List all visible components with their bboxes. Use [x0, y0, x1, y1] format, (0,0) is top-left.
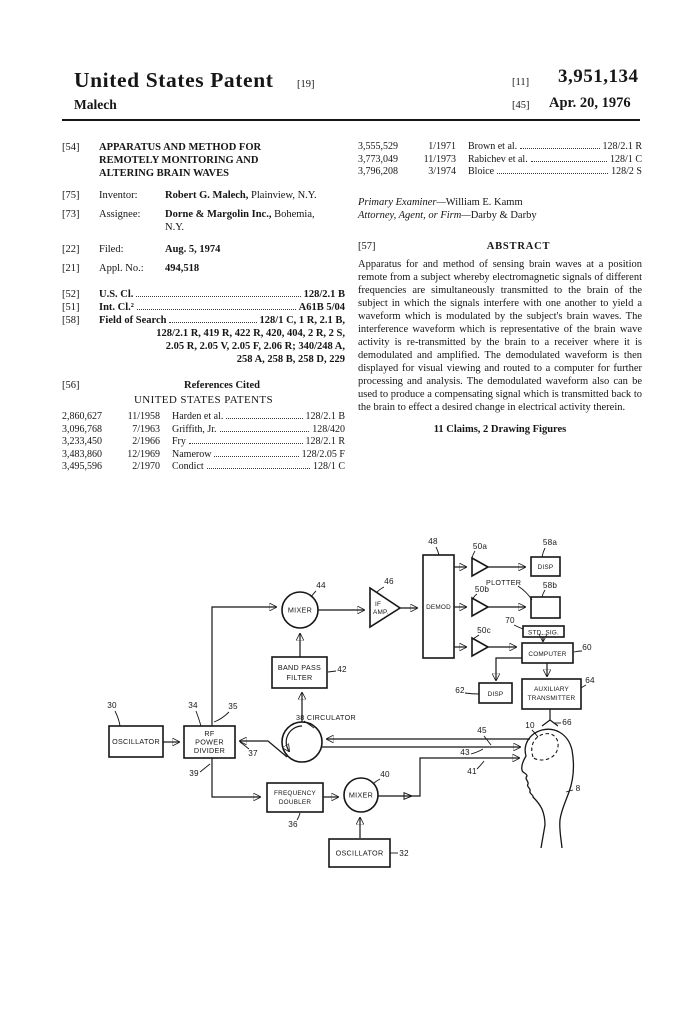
ref-37: 37	[248, 749, 258, 758]
ref-62: 62	[455, 686, 465, 695]
reference-row	[62, 411, 345, 424]
examiner-name: William E. Kamm	[445, 196, 523, 208]
band-pass-filter-block	[272, 657, 347, 688]
reference-row	[358, 154, 642, 167]
ref-number: 3,495,596	[62, 461, 102, 473]
ref-66: 66	[562, 718, 572, 727]
ref-10: 10	[525, 721, 535, 730]
reference-row	[358, 141, 642, 154]
ref-43: 43	[460, 748, 470, 757]
ref-date: 11/1958	[127, 411, 160, 422]
ref-30: 30	[107, 701, 117, 710]
display-58a-label: DISP	[537, 564, 554, 571]
dot-leader	[497, 173, 608, 174]
int-cl-value: A61B 5/04	[298, 302, 345, 313]
oscillator-32-label: OSCILLATOR	[335, 848, 384, 858]
appl-row	[62, 262, 345, 275]
ref-class: 128/2.1 R	[602, 141, 642, 152]
attorney-line	[358, 209, 642, 222]
appl-number: 494,518	[165, 263, 200, 274]
ref-64: 64	[585, 676, 595, 685]
if-amp-label: IF	[375, 601, 382, 608]
field-label: Inventor:	[99, 190, 138, 201]
ref-34: 34	[188, 701, 198, 710]
kind-code: [19]	[297, 79, 315, 90]
references-heading-row	[62, 379, 345, 392]
claims-line: 11 Claims, 2 Drawing Figures	[433, 423, 567, 435]
display-58a-block	[531, 538, 560, 576]
dot-leader	[214, 456, 298, 457]
ref-name: Harden et al.	[172, 411, 224, 422]
dot-leader	[189, 443, 303, 444]
us-cl-label: U.S. Cl.	[99, 289, 134, 300]
oscillator-30-label: OSCILLATOR	[112, 737, 160, 746]
right-column	[358, 141, 642, 436]
patent-date: Apr. 20, 1976	[549, 95, 631, 111]
ref-45: 45	[477, 726, 487, 735]
if-amp-block	[370, 577, 400, 627]
ref-number: 3,096,768	[62, 423, 102, 435]
inventor-name: Robert G. Malech,	[165, 190, 249, 201]
aux-transmitter-label: TRANSMITTER	[527, 695, 576, 702]
circulator-block	[282, 713, 356, 762]
invention-title-line: APPARATUS AND METHOD FOR	[99, 142, 262, 153]
computer-label: COMPUTER	[528, 651, 567, 658]
abstract-heading-row	[358, 240, 642, 253]
ref-41: 41	[467, 767, 477, 776]
if-amp-label: AMP.	[373, 609, 389, 616]
brain-outline	[532, 734, 558, 760]
inventor-city: Plainview, N.Y.	[251, 190, 317, 201]
reference-row	[62, 436, 345, 449]
ref-date: 2/1966	[132, 436, 160, 448]
head-front-outline	[522, 730, 545, 848]
auxiliary-transmitter-block	[522, 676, 595, 727]
mixer-44-block	[282, 581, 326, 628]
patent-number: 3,951,134	[558, 66, 639, 87]
amplifier-50b	[472, 585, 489, 616]
filed-date: Aug. 5, 1974	[165, 244, 221, 255]
ref-number: 3,555,529	[358, 141, 398, 152]
ref-60: 60	[582, 643, 592, 652]
assignee-state: N.Y.	[165, 222, 185, 233]
ref-class: 128/1 C	[313, 461, 345, 473]
inventor-surname: Malech	[74, 97, 117, 112]
us-cl-row	[62, 288, 345, 301]
ref-name: Bloice	[468, 166, 495, 178]
std-sig-label: STD. SIG.	[528, 629, 559, 637]
invention-title-line: REMOTELY MONITORING AND	[99, 155, 259, 166]
references-heading: References Cited	[184, 380, 260, 391]
field-label: Assignee:	[99, 209, 141, 220]
reference-row	[62, 461, 345, 474]
ref-number: 3,233,450	[62, 436, 102, 448]
computer-block	[522, 643, 592, 663]
display-62-block	[455, 683, 512, 703]
bpf-label: FILTER	[286, 673, 313, 682]
dot-leader	[520, 148, 599, 149]
ref-name: Brown et al.	[468, 141, 518, 152]
aux-transmitter-label: AUXILIARY	[533, 686, 570, 693]
fos-label: Field of Search	[99, 315, 167, 326]
circulator-label: 38 CIRCULATOR	[296, 713, 356, 722]
display-62-label: DISP	[487, 691, 504, 698]
mixer-44-label: MIXER	[287, 605, 313, 615]
ref-32: 32	[399, 849, 409, 858]
field-tag: [54]	[62, 142, 80, 153]
divider-label: DIVIDER	[193, 746, 226, 755]
abstract-text: Apparatus for and method of sensing brain waves at a position remote from a subject whereby electromagnetic signals of different frequencies are simultaneously transmitted to the brain of the subject in which the signals interfere with one another to yield a waveform which is modulated by the subject's brain waves. The interference waveform which is representative of the brain wave activity is re-transmitted by the brain to a receiver where it is demodulated and amplified. The demodulated waveform is then displayed for visual viewing and routed to a computer for further processing and analysis. The demodulated waveform also can be used to produce a compensating signal which is transmitted back to the brain to effect a desired change in electrical activity therein.	[358, 258, 642, 413]
plotter-block	[486, 578, 560, 618]
ref-class: 128/2.1 B	[305, 411, 345, 422]
ref-42: 42	[337, 665, 347, 674]
patent-number-tag: [11]	[512, 77, 530, 88]
mixer-40-label: MIXER	[348, 790, 374, 800]
field-tag: [52]	[62, 289, 80, 300]
fos-cont-line: 258 A, 258 B, 258 D, 229	[236, 354, 345, 365]
invention-title-line: ALTERING BRAIN WAVES	[99, 168, 229, 179]
document-title: United States Patent	[74, 68, 274, 92]
attorney-label: Attorney, Agent, or Firm—	[358, 209, 471, 221]
ref-name: Condict	[172, 461, 204, 473]
ref-40: 40	[380, 770, 390, 779]
freq-doubler-label: DOUBLER	[278, 799, 312, 806]
assignee-row	[62, 208, 345, 234]
field-of-search-row	[62, 314, 345, 366]
oscillator-30-block	[107, 701, 163, 757]
ref-name: Rabichev et al.	[468, 153, 528, 165]
ref-50a: 50a	[472, 542, 488, 551]
examiner-label: Primary Examiner—	[358, 196, 446, 208]
reference-row	[62, 449, 345, 462]
dot-leader	[137, 309, 296, 310]
fos-cont-line: 2.05 R, 2.05 V, 2.05 F, 2.06 R; 340/248 A,	[165, 341, 345, 352]
ref-50b: 50b	[474, 585, 490, 594]
field-label: Filed:	[99, 244, 124, 255]
demodulator-block	[423, 537, 454, 658]
dot-leader	[531, 161, 607, 162]
ref-58a: 58a	[542, 538, 558, 547]
ref-46: 46	[384, 577, 394, 586]
field-tag: [75]	[62, 190, 80, 201]
dot-leader	[169, 322, 256, 323]
reference-row	[358, 166, 642, 179]
assignee-city: Bohemia,	[274, 209, 315, 220]
amplifier-50a	[472, 542, 488, 576]
demod-label: DEMOD	[426, 604, 451, 611]
ref-date: 3/1974	[428, 166, 456, 178]
field-tag: [58]	[62, 315, 80, 326]
patent-figure	[90, 530, 670, 890]
frequency-doubler-block	[267, 783, 323, 829]
date-tag: [45]	[512, 100, 530, 111]
dot-leader	[207, 468, 310, 469]
ref-50c: 50c	[477, 626, 491, 635]
ref-48: 48	[428, 537, 438, 546]
rf-power-divider-block	[184, 701, 258, 778]
assignee-name: Dorne & Margolin Inc.,	[165, 209, 272, 220]
subject-head	[460, 721, 580, 848]
ref-class: 128/1 C	[610, 153, 642, 165]
header-rule	[62, 119, 640, 121]
ref-name: Griffith, Jr.	[172, 423, 217, 435]
ref-class: 128/420	[312, 423, 345, 435]
us-patents-subheading: UNITED STATES PATENTS	[133, 394, 274, 406]
ref-35: 35	[228, 702, 238, 711]
abstract-heading: ABSTRACT	[486, 240, 551, 252]
dot-leader	[220, 431, 310, 432]
field-tag: [73]	[62, 209, 80, 220]
field-tag: [22]	[62, 244, 80, 255]
reference-row	[62, 424, 345, 437]
ref-name: Fry	[172, 436, 186, 448]
freq-doubler-label: FREQUENCY	[274, 790, 316, 797]
ref-36: 36	[288, 820, 298, 829]
field-tag: [57]	[358, 240, 376, 252]
mixer-40-block	[344, 770, 390, 812]
ref-58b: 58b	[542, 581, 558, 590]
filed-row	[62, 243, 345, 256]
attorney-name: Darby & Darby	[470, 209, 537, 221]
fos-value: 128/1 C, 1 R, 2.1 B,	[259, 315, 345, 326]
ref-date: 12/1969	[127, 448, 160, 460]
standard-signal-block	[505, 616, 564, 637]
ref-39: 39	[189, 769, 199, 778]
ref-name: Namerow	[172, 448, 212, 460]
ref-number: 3,796,208	[358, 166, 398, 178]
field-label: Appl. No.:	[99, 263, 144, 274]
left-column	[62, 141, 345, 474]
us-cl-value: 128/2.1 B	[303, 289, 345, 300]
examiner-line	[358, 196, 642, 209]
ref-date: 1/1971	[428, 141, 456, 152]
ref-number: 3,773,049	[358, 153, 398, 165]
ref-class: 128/2.05 F	[301, 448, 345, 460]
divider-label: POWER	[195, 737, 224, 747]
amplifier-50c	[472, 626, 491, 656]
int-cl-label: Int. Cl.²	[99, 302, 134, 313]
bpf-label: BAND PASS	[277, 663, 322, 672]
dot-leader	[136, 296, 300, 297]
ref-date: 2/1970	[132, 461, 160, 473]
ref-number: 2,860,627	[62, 411, 102, 422]
ref-date: 7/1963	[132, 423, 160, 435]
fos-cont-line: 128/2.1 R, 419 R, 422 R, 420, 404, 2 R, 2 S,	[156, 328, 345, 339]
ref-class: 128/2.1 R	[305, 436, 345, 448]
int-cl-row	[62, 301, 345, 314]
ref-date: 11/1973	[423, 153, 456, 165]
divider-label: RF	[204, 729, 215, 738]
ref-70: 70	[505, 616, 515, 625]
field-tag: [21]	[62, 263, 80, 274]
dot-leader	[226, 418, 302, 419]
oscillator-32-block	[329, 839, 409, 867]
plotter-label: PLOTTER	[486, 578, 522, 587]
field-tag: [56]	[62, 380, 80, 391]
ref-44: 44	[316, 581, 326, 590]
ref-class: 128/2 S	[611, 166, 642, 178]
title-block	[62, 141, 345, 180]
inventor-row	[62, 189, 345, 202]
ref-number: 3,483,860	[62, 448, 102, 460]
ref-8: 8	[575, 784, 581, 793]
field-tag: [51]	[62, 302, 80, 313]
